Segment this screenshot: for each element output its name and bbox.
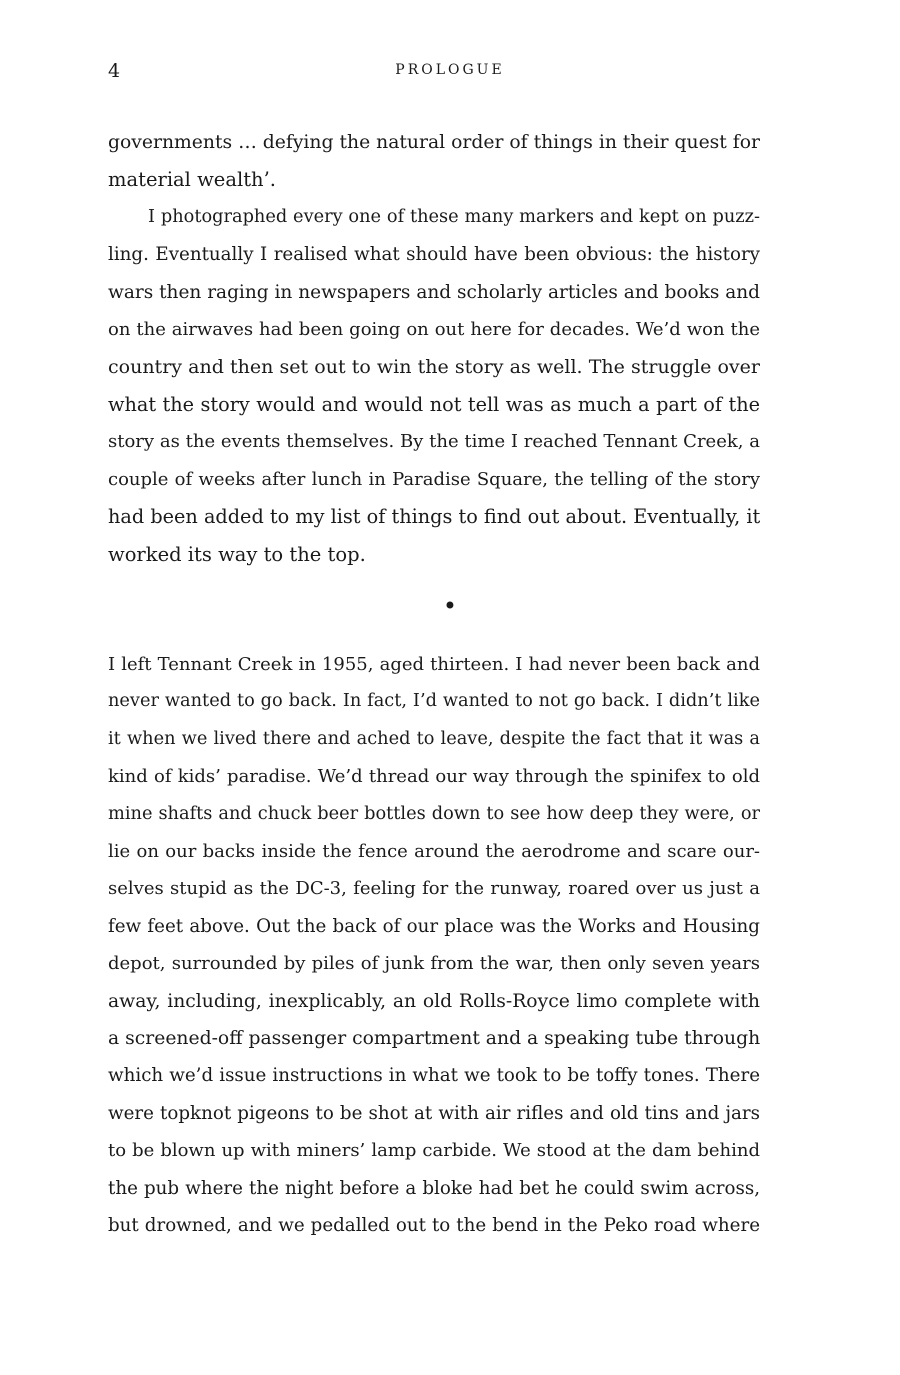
text-line: were topknot pigeons to be shot at with air rifles and old tins and jars [108,1102,760,1124]
text-line: mine shafts and chuck beer bottles down to see how deep they were, or [108,803,760,824]
page-number: 4 [108,60,121,82]
text-line: which we’d issue instructions in what we took to be toffy tones. There [108,1065,760,1087]
text-line: couple of weeks after lunch in Paradise Square, the telling of the story [108,468,760,490]
text-line: selves stupid as the DC-3, feeling for the runway, roared over us just a [108,878,760,900]
running-head: PROLOGUE [395,62,505,78]
text-line: on the airwaves had been going on out here for decades. We’d won the [108,319,760,341]
text-line: it when we lived there and ached to leave, despite the fact that it was a [108,728,760,749]
text-line: a screened-off passenger compartment and a speaking tube through [108,1028,760,1050]
paragraph-history-wars [108,199,760,573]
text-line: few feet above. Out the back of our place was the Works and Housing [108,915,760,937]
text-line: ling. Eventually I realised what should have been obvious: the history [108,244,760,266]
section-break-bullet: • [442,592,458,620]
text-line: never wanted to go back. In fact, I’d wanted to not go back. I didn’t like [108,691,760,712]
paragraph-tennant-creek [108,646,760,1245]
text-line: worked its way to the top. [108,542,366,566]
text-line: material wealth’. [108,168,276,192]
text-line: the pub where the night before a bloke had bet he could swim across, [108,1177,760,1199]
paragraph-continuation [108,124,760,199]
text-line: but drowned, and we pedalled out to the bend in the Peko road where [108,1215,760,1237]
text-line: kind of kids’ paradise. We’d thread our way through the spinifex to old [108,766,760,788]
text-line: away, including, inexplicably, an old Rolls-Royce limo complete with [108,990,760,1012]
text-line: lie on our backs inside the fence around the aerodrome and scare our- [108,841,760,863]
text-line: what the story would and would not tell was as much a part of the [108,393,760,417]
text-line: country and then set out to win the story as well. The struggle over [108,355,760,378]
text-line: depot, surrounded by piles of junk from the war, then only seven years [108,953,760,975]
text-line: had been added to my list of things to find out about. Eventually, it [108,505,760,529]
text-line: to be blown up with miners’ lamp carbide. We stood at the dam behind [108,1140,760,1162]
text-line: I photographed every one of these many markers and kept on puzz- [148,207,760,227]
text-line: I left Tennant Creek in 1955, aged thirteen. I had never been back and [108,654,760,675]
text-line: governments … defying the natural order of things in their quest for [108,132,760,153]
text-line: wars then raging in newspapers and scholarly articles and books and [108,281,760,303]
text-line: story as the events themselves. By the time I reached Tennant Creek, a [108,431,760,453]
